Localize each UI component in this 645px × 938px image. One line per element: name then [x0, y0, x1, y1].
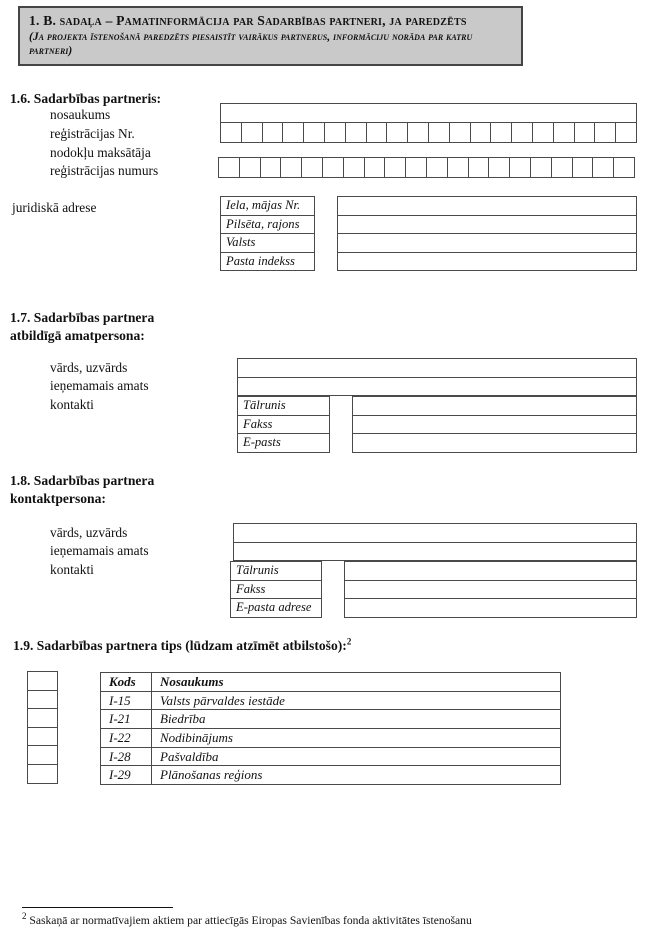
type-name: Nodibinājums [160, 730, 233, 746]
contact-input-fax-18[interactable] [345, 581, 636, 600]
contact-label-phone-18: Tālrunis [231, 562, 321, 581]
page-subtitle: (Ja projekta īstenošanā paredzēts piesaistīt vairākus partnerus, informāciju norāda par katru partneri) [29, 30, 473, 57]
label-kontakti-18: kontakti [50, 562, 94, 577]
label-vards-uzvards-17: vārds, uzvārds [50, 360, 128, 375]
reg-nr-char-cell[interactable] [491, 123, 512, 142]
input-registracijas-nr[interactable] [220, 122, 637, 143]
tax-reg-char-cell[interactable] [593, 158, 614, 177]
reg-nr-char-cell[interactable] [554, 123, 575, 142]
type-code: I-28 [101, 748, 152, 766]
reg-nr-char-cell[interactable] [575, 123, 596, 142]
tax-reg-char-cell[interactable] [344, 158, 365, 177]
input-ienemamais-amats-17[interactable] [238, 378, 636, 396]
tax-reg-char-cell[interactable] [385, 158, 406, 177]
input-ienemamais-amats-18[interactable] [234, 543, 636, 561]
reg-nr-char-cell[interactable] [408, 123, 429, 142]
contact-input-fax-17[interactable] [353, 416, 636, 435]
contactperson-name-position-inputs [233, 523, 637, 561]
partner-type-row[interactable] [101, 692, 560, 711]
contact-input-email-17[interactable] [353, 434, 636, 452]
partner-type-checkbox[interactable] [28, 709, 57, 728]
contact-label-email-17: E-pasts [243, 435, 281, 450]
tax-reg-char-cell[interactable] [614, 158, 634, 177]
type-code: I-29 [101, 766, 152, 784]
address-input-city[interactable] [338, 216, 636, 235]
reg-nr-char-cell[interactable] [242, 123, 263, 142]
contact-label-fax-17: Fakss [238, 416, 329, 435]
partner-type-checkbox[interactable] [28, 728, 57, 747]
tax-reg-char-cell[interactable] [323, 158, 344, 177]
tax-reg-char-cell[interactable] [510, 158, 531, 177]
type-name: Plānošanas reģions [160, 767, 263, 783]
label-ienemamais-amats-18: ieņemamais amats [50, 543, 149, 558]
official-name-position-inputs [237, 358, 637, 396]
address-label-city: Pilsēta, rajons [221, 216, 314, 235]
address-label-country: Valsts [221, 234, 314, 253]
header-nosaukums: Nosaukums [160, 674, 224, 689]
reg-nr-char-cell[interactable] [221, 123, 242, 142]
input-vards-uzvards-18[interactable] [234, 524, 636, 543]
section-1-7-heading-line2: atbildīgā amatpersona: [10, 328, 145, 343]
tax-reg-char-cell[interactable] [240, 158, 261, 177]
section-1-9-heading [13, 637, 351, 655]
section-1-6-heading: 1.6. Sadarbības partneris: [10, 91, 162, 106]
footnote-marker: 2 [22, 911, 27, 922]
contact-inputs-table-17 [352, 396, 637, 453]
partner-type-checkbox-column [27, 671, 58, 784]
contact-inputs-table-18 [344, 561, 637, 618]
partner-type-row[interactable] [101, 766, 560, 784]
contact-input-phone-17[interactable] [353, 397, 636, 416]
partner-type-row[interactable] [101, 710, 560, 729]
type-code: I-21 [101, 710, 152, 728]
partner-type-row[interactable] [101, 729, 560, 748]
label-vards-uzvards-18: vārds, uzvārds [50, 525, 128, 540]
tax-reg-char-cell[interactable] [406, 158, 427, 177]
reg-nr-char-cell[interactable] [471, 123, 492, 142]
address-input-country[interactable] [338, 234, 636, 253]
type-name: Pašvaldība [160, 748, 219, 764]
address-inputs-table [337, 196, 637, 271]
contact-labels-table-17 [237, 396, 330, 453]
footnote-body: Saskaņā ar normatīvajiem aktiem par attiecīgās Eiropas Savienības fonda aktivitātes īstenošanu [29, 914, 472, 927]
footnote-divider [22, 907, 173, 908]
reg-nr-char-cell[interactable] [367, 123, 388, 142]
tax-reg-char-cell[interactable] [427, 158, 448, 177]
reg-nr-char-cell[interactable] [512, 123, 533, 142]
type-name: Valsts pārvaldes iestāde [160, 692, 285, 708]
reg-nr-char-cell[interactable] [616, 123, 636, 142]
tax-reg-char-cell[interactable] [261, 158, 282, 177]
type-name: Biedrība [160, 711, 206, 727]
page-title: 1. B. sadaļa – Pamatinformācija par Sadarbības partneri, ja paredzēts [29, 13, 467, 28]
address-label-postcode: Pasta indekss [226, 253, 295, 268]
section-1-8-heading-line2: kontaktpersona: [10, 491, 106, 506]
contact-input-email-18[interactable] [345, 599, 636, 617]
label-nosaukums: nosaukums [50, 107, 111, 122]
reg-nr-char-cell[interactable] [387, 123, 408, 142]
tax-reg-char-cell[interactable] [469, 158, 490, 177]
label-kontakti-17: kontakti [50, 397, 94, 412]
tax-reg-char-cell[interactable] [448, 158, 469, 177]
tax-reg-char-cell[interactable] [219, 158, 240, 177]
reg-nr-char-cell[interactable] [346, 123, 367, 142]
reg-nr-char-cell[interactable] [450, 123, 471, 142]
address-input-street[interactable] [338, 197, 636, 216]
section-1-9-heading-text: 1.9. Sadarbības partnera tips (lūdzam atzīmēt atbilstošo): [13, 638, 347, 653]
address-label-street: Iela, mājas Nr. [221, 197, 314, 216]
type-code: I-22 [101, 729, 152, 747]
tax-reg-char-cell[interactable] [281, 158, 302, 177]
type-code: I-15 [101, 692, 152, 710]
label-nodoklu-maksataja: nodokļu maksātāja [50, 145, 151, 160]
reg-nr-char-cell[interactable] [283, 123, 304, 142]
contact-input-phone-18[interactable] [345, 562, 636, 581]
input-nosaukums[interactable] [220, 103, 637, 123]
section-header-box [18, 6, 523, 66]
tax-reg-char-cell[interactable] [552, 158, 573, 177]
footnote [22, 913, 632, 928]
reg-nr-char-cell[interactable] [325, 123, 346, 142]
tax-reg-char-cell[interactable] [489, 158, 510, 177]
contact-labels-table-18 [230, 561, 322, 618]
partner-type-table [100, 672, 561, 785]
tax-reg-char-cell[interactable] [531, 158, 552, 177]
partner-type-checkbox[interactable] [28, 691, 57, 710]
section-1-7-heading-line1: 1.7. Sadarbības partnera [10, 310, 155, 325]
tax-reg-char-cell[interactable] [573, 158, 594, 177]
partner-type-row[interactable] [101, 748, 560, 767]
label-ienemamais-amats-17: ieņemamais amats [50, 378, 149, 393]
address-labels-table [220, 196, 315, 271]
label-registracijas-nr: reģistrācijas Nr. [50, 126, 135, 141]
contact-label-phone-17: Tālrunis [238, 397, 329, 416]
reg-nr-char-cell[interactable] [304, 123, 325, 142]
tax-reg-char-cell[interactable] [365, 158, 386, 177]
input-vards-uzvards-17[interactable] [238, 359, 636, 378]
partner-type-checkbox[interactable] [28, 765, 57, 783]
reg-nr-char-cell[interactable] [429, 123, 450, 142]
partner-type-header-row [101, 673, 560, 692]
header-kods: Kods [101, 673, 152, 691]
reg-nr-char-cell[interactable] [533, 123, 554, 142]
input-nodoklu-reg-numurs[interactable] [218, 157, 635, 178]
contact-label-fax-18: Fakss [231, 581, 321, 600]
address-input-postcode[interactable] [338, 253, 636, 271]
partner-type-checkbox[interactable] [28, 672, 57, 691]
reg-nr-char-cell[interactable] [263, 123, 284, 142]
reg-nr-char-cell[interactable] [595, 123, 616, 142]
label-registracijas-numurs: reģistrācijas numurs [50, 163, 159, 178]
partner-type-checkbox[interactable] [28, 746, 57, 765]
tax-reg-char-cell[interactable] [302, 158, 323, 177]
label-juridiska-adrese: juridiskā adrese [12, 200, 97, 215]
contact-label-email-18: E-pasta adrese [236, 600, 312, 615]
footnote-ref-superscript: 2 [346, 636, 352, 647]
section-1-8-heading-line1: 1.8. Sadarbības partnera [10, 473, 155, 488]
